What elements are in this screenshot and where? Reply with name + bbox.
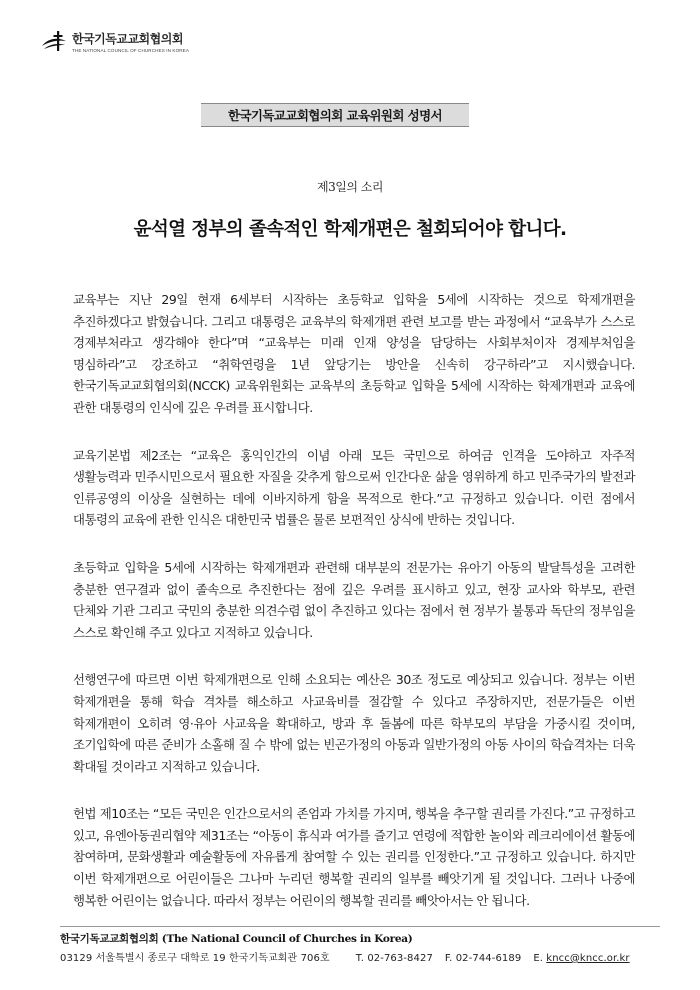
footer-fax: F. 02-744-6189 [444,953,522,964]
statement-subtitle: 제3일의 소리 [317,180,383,194]
statement-title-box [201,103,469,127]
statement-title: 한국기독교교회협의회 교육위원회 성명서 [227,108,443,123]
footer-email-label: E. [533,953,544,964]
paragraph-2: 교육기본법 제2조는 “교육은 홍익인간의 이념 아래 모든 국민으로 하여금 인격을 도야하고 자주적 생활능력과 민주시민으로서 필요한 자질을 갖추게 함으로써 인간다운 삶을 영위하게 하고 민주국가의 발전과 인류공영의 이상을 실현하는 데에 이바지하게 함을 목적으로 한다.”고 규정하고 있습니다. 이런 점에서 대통령의 교육에 관한 인식은 대한민국 법률은 물론 보편적인 상식에 반하는 것입니다. [73,447,635,528]
footer-email-link[interactable]: kncc@kncc.or.kr [546,953,630,964]
footer-tel: T. 02-763-8427 [355,953,433,964]
footer-org-name: 한국기독교교회협의회 (The National Council of Churches in Korea) [60,933,413,945]
footer-contact [60,949,630,964]
ncck-logo [40,28,189,54]
logo-org-name-en: THE NATIONAL COUNCIL OF CHURCHES IN KOREA [72,47,189,53]
paragraph-5: 헌법 제10조는 “모든 국민은 인간으로서의 존엄과 가치를 가지며, 행복을 추구할 권리를 가진다.”고 규정하고 있고, 유엔아동권리협약 제31조는 “아동이 휴식과 여가를 즐기고 연령에 적합한 놀이와 레크리에이션 활동에 참여하며, 문화생활과 예술활동에 자유롭게 참여할 수 있는 권리를 인정한다.”고 규정하고 있습니다. 하지만 이번 학제개편으로 어린이들은 그나마 누리던 행복할 권리의 일부를 빼앗기게 될 것입니다. 그러나 나중에 행복한 어린이는 없습니다. 따라서 정부는 어린이의 행복할 권리를 빼앗아서는 안 됩니다. [73,806,635,908]
footer-divider [60,926,660,927]
paragraph-1: 교육부는 지난 29일 현재 6세부터 시작하는 초등학교 입학을 5세에 시작하는 것으로 학제개편을 추진하겠다고 밝혔습니다. 그리고 대통령은 교육부의 학제개편 관련 보고를 받는 과정에서 “교육부가 스스로 경제부처라고 생각해야 한다”며 “교육부는 미래 인재 양성을 담당하는 사회부처이자 경제부처임을 명심하라”고 강조하고 “취학연령을 1년 앞당기는 방안을 신속히 강구하라”고 지시했습니다. 한국기독교교회협의회(NCCK) 교육위원회는 교육부의 초등학교 입학을 5세에 시작하는 학제개편과 교육에 관한 대통령의 인식에 깊은 우려를 표시합니다. [73,292,635,415]
ncck-cross-logo-icon [40,28,68,54]
logo-org-name-ko: 한국기독교교회협의회 [72,31,183,46]
statement-body [73,289,635,937]
paragraph-3: 초등학교 입학을 5세에 시작하는 학제개편과 관련해 대부분의 전문가는 유아기 아동의 발달특성을 고려한 충분한 연구결과 없이 졸속으로 추진한다는 점에 깊은 우려를 표시하고 있고, 현장 교사와 학부모, 관련 단체와 기관 그리고 국민의 충분한 의견수렴 없이 추진하고 있다는 점에서 현 정부가 불통과 독단의 정부임을 스스로 확인해 주고 있다고 지적하고 있습니다. [73,559,635,640]
statement-headline: 윤석열 정부의 졸속적인 학제개편은 철회되어야 합니다. [133,219,567,240]
footer-address: 03129 서울특별시 종로구 대학로 19 한국기독교회관 706호 [60,953,330,964]
paragraph-4: 선행연구에 따르면 이번 학제개편으로 인해 소요되는 예산은 30조 정도로 예상되고 있습니다. 정부는 이번 학제개편을 통해 학습 격차를 해소하고 사교육비를 절감할 수 있다고 주장하지만, 전문가들은 이번 학제개편이 오히려 영·유아 사교육을 확대하고, 방과 후 돌봄에 따른 학부모의 부담을 가중시킬 것이며, 조기입학에 따른 준비가 소홀해 질 수 밖에 없는 빈곤가정의 아동과 일반가정의 아동 사이의 학습격차는 더욱 확대될 것이라고 지적하고 있습니다. [73,672,635,774]
